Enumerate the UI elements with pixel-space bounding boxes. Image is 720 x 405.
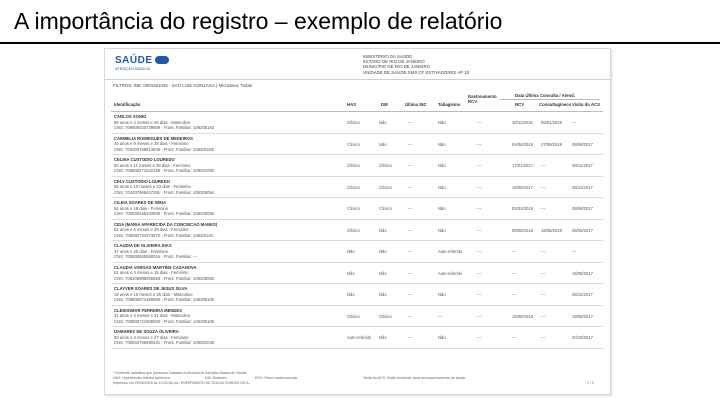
cell-consulta-gineco: --- (541, 270, 546, 276)
cell-has: Clínico (347, 141, 360, 147)
cell-rcv: 15/06/2018 (512, 313, 533, 319)
patient-cns: CNS: 708605271532168 - Front. Familiar: 106201060 (114, 168, 215, 173)
cell-visita-acs: 20/10/2017 (572, 335, 593, 340)
patient-cns: CNS: 700000345103609 - Front. Familiar: 106205050 (114, 211, 215, 216)
cell-visita-acs: 28/11/2017 (572, 163, 593, 168)
cell-dm: Não (379, 227, 387, 233)
column-group-last-consultation: Data Última Consulta / Atend. (515, 93, 576, 98)
report-document (104, 48, 611, 395)
cell-consulta-gineco: 27/08/2016 (541, 141, 562, 147)
column-header-visita-acs: Visita do ACS (572, 102, 600, 107)
cell-ultima-inc: --- (408, 270, 413, 276)
table-row (111, 241, 603, 263)
cell-dm: Clínico (379, 313, 392, 319)
patient-age-sex: 56 anos e 4 meses e 25 dias - Masculino (114, 119, 191, 125)
cell-rcv: --- (512, 335, 517, 340)
cell-rastreamento: --- (477, 313, 482, 319)
patient-name: CELY CUSTODIO LOUREDO (114, 178, 170, 184)
patient-age-sex: 52 anos e 6 meses e 29 dias - Feminino (114, 227, 189, 232)
cell-has: Auto-referido (347, 335, 372, 340)
cell-tabagismo: Não (438, 206, 446, 211)
cell-consulta-gineco: 05/01/2016 (541, 120, 562, 125)
cell-ultima-inc: --- (408, 206, 413, 211)
org-line: UNIDADE DE SAÚDE SMS CF ESTIVADORES AP 10 (363, 69, 470, 75)
patient-name: CARMELIA RODRIGUES DE MEDEIROS (114, 135, 193, 141)
patient-name: CLAUDIA VARGAS MARTINS CASANOVA (114, 264, 197, 270)
saude-logo (115, 55, 185, 75)
patient-name: CLEIDIOMAR FERREIRA MENDES (114, 307, 183, 313)
org-line: ESTADO DE RIO DE JANEIRO (363, 59, 425, 65)
cell-dm: Clínico (379, 184, 392, 190)
table-row (111, 177, 603, 199)
cell-tabagismo: Auto-referido (438, 270, 463, 276)
patient-name: CARLOS XONIG (114, 114, 147, 119)
table-row (111, 263, 603, 285)
patient-age-sex: 18 anos e 10 meses e 25 dias - Masculino (114, 291, 193, 297)
cell-tabagismo: Auto-referido (438, 249, 463, 254)
footer-legend: * Somente cidadãos que possuem Cadastro Individual de Atenção Básica de Saúde (113, 371, 247, 375)
cell-consulta-gineco: --- (541, 292, 546, 297)
cell-rcv: --- (512, 270, 517, 276)
footer-printed-by: Impresso em 29/06/2018 às 13:25:46 por: ENFERMEIRO DE SOUZA CHAVES DE A... (113, 381, 252, 385)
cell-rastreamento: --- (477, 249, 482, 254)
table-row (111, 306, 603, 328)
patient-cns: CNS: 704207965447291 - Front. Familiar: 106205054 (114, 189, 215, 195)
cell-tabagismo: Não (438, 335, 446, 340)
column-header-rastreamento: Rastreamento RCV (468, 94, 497, 104)
patient-name: CLAUDIA DE OLIVEIRA DIAS (114, 243, 172, 248)
cell-rastreamento: --- (477, 141, 482, 147)
table-row (111, 155, 603, 177)
footer-abbr-has: HAS: Hipertensão arterial sistêmica (113, 376, 170, 380)
cell-rastreamento: --- (477, 227, 482, 233)
footer-page-number: 1 / 2 (587, 381, 594, 385)
patient-name: DAMARES DE SOUZA OLIVEIRA (114, 329, 179, 334)
patient-cns: CNS: 706003758690201 - Front. Familiar: 106201035 (114, 340, 215, 345)
cell-ultima-inc: --- (408, 292, 413, 297)
cell-rcv: 02/03/2018 (512, 206, 533, 211)
patient-cns: CNS: 706002731973872 - Front. Familiar: 10620113c (114, 232, 214, 238)
cell-visita-acs: 28/09/2017 (572, 227, 593, 233)
patient-age-sex: 54 anos e 19 dias - Feminino (114, 205, 169, 211)
cell-rastreamento: --- (477, 270, 482, 276)
patient-cns: CNS: 700505721606500 - Front. Familiar: 106205105 (114, 318, 215, 324)
cell-has: Não (347, 249, 355, 254)
footer-abbr-dm: DM: Diabetes (205, 376, 227, 380)
cell-tabagismo: Não (438, 141, 446, 147)
cell-ultima-inc: --- (408, 141, 413, 147)
title-underline (0, 42, 720, 44)
patient-name: CILEIA SOARES DE SENA (114, 200, 167, 205)
patients-table (111, 91, 603, 349)
cell-tabagismo: --- (438, 313, 443, 319)
patient-name: CIDA (MARIA APARECIDA DA CONCEICAO MANES) (114, 221, 218, 227)
cell-dm: Clínico (379, 163, 392, 168)
cell-rastreamento: --- (477, 206, 482, 211)
cell-rcv: --- (512, 292, 517, 297)
cell-tabagismo: Não (438, 292, 446, 297)
column-header-tabagismo: Tabagismo (438, 102, 461, 107)
patient-age-sex: 61 anos e 4 meses e 15 dias - Feminino (114, 270, 189, 275)
patient-age-sex: 45 anos e 9 meses e 28 dias - Feminino (114, 141, 189, 146)
cell-ultima-inc: --- (408, 163, 413, 168)
cell-rastreamento: --- (477, 335, 482, 340)
cell-consulta-gineco: --- (541, 163, 546, 168)
table-row (111, 284, 603, 306)
cell-rastreamento: --- (477, 163, 482, 168)
footer-abbr-rcv: RCV: Risco cardiovascular (255, 376, 298, 380)
cell-consulta-gineco: --- (541, 206, 546, 211)
group-divider (500, 99, 600, 100)
cell-visita-acs: 28/11/2017 (572, 292, 593, 297)
patient-cns: CNS: 700000905060016 - Front. Familiar: --- (114, 254, 198, 259)
column-header-identificacao: Identificação (114, 102, 141, 107)
patient-cns: CNS: 708605020739609 - Front. Familiar: 106205182 (114, 125, 215, 130)
cell-tabagismo: Não (438, 120, 446, 125)
report-header (105, 49, 610, 80)
cell-rcv: --- (512, 249, 517, 254)
column-header-dm: DM (381, 102, 388, 107)
patient-age-sex: 41 anos e 4 meses e 21 dias - Masculino (114, 313, 191, 318)
table-row (111, 220, 603, 242)
cell-consulta-gineco: --- (541, 249, 546, 254)
patient-cns: CNS: 700203766613636 - Front. Familiar: 106201105 (114, 146, 214, 152)
cell-has: Clínico (347, 227, 360, 233)
table-row (111, 327, 603, 349)
cell-tabagismo: Não (438, 163, 446, 168)
cell-ultima-inc: --- (408, 335, 413, 340)
cell-dm: Clínico (379, 206, 392, 211)
cell-rastreamento: --- (477, 184, 482, 190)
cell-consulta-gineco: --- (541, 313, 546, 319)
cell-consulta-gineco: 18/05/2018 (541, 227, 562, 233)
cell-has: Não (347, 270, 355, 276)
org-line: MINISTÉRIO DA SAÚDE (363, 54, 413, 59)
report-footer (113, 371, 603, 386)
cell-rastreamento: --- (477, 292, 482, 297)
cell-rcv: 04/06/2018 (512, 141, 533, 147)
cell-has: Clínico (347, 120, 360, 125)
logo-subtitle: ATENÇÃO BÁSICA (115, 66, 150, 71)
column-header-consulta-gineco: Consultagineco (539, 102, 572, 107)
table-row (111, 134, 603, 156)
column-header-has: HAS (347, 102, 357, 107)
footer-abbr-acs: Visita do ACS: Visita domiciliar para acompanhamento de saúde (363, 376, 466, 380)
cell-visita-acs: --- (572, 249, 577, 254)
table-row (111, 112, 603, 134)
cell-consulta-gineco: --- (541, 335, 546, 340)
column-header-rcv: RCV (515, 102, 525, 107)
cell-visita-acs: 28/09/2017 (572, 206, 593, 211)
cell-dm: Não (379, 249, 387, 254)
org-line: MUNICÍPIO DE RIO DE JANEIRO (363, 64, 431, 70)
cell-rcv: 08/06/2018 (512, 227, 533, 233)
cell-visita-acs: 18/09/2017 (572, 313, 593, 319)
logo-badge-icon (155, 56, 169, 64)
table-row (111, 198, 603, 220)
cell-rcv: 30/11/2016 (512, 120, 533, 125)
cell-consulta-gineco: --- (541, 184, 546, 190)
cell-rastreamento: --- (477, 120, 482, 125)
cell-tabagismo: Não (438, 184, 446, 190)
patient-age-sex: 66 anos e 10 meses e 23 dias - Feminino (114, 184, 191, 189)
report-filters: FILTROS: INE: 0001661046 - SAO LUIS GONZAGA | Microárea: Todas (113, 83, 253, 88)
cell-dm: Não (379, 120, 387, 125)
cell-ultima-inc: --- (408, 249, 413, 254)
cell-has: Clínico (347, 206, 360, 211)
cell-visita-acs: --- (572, 120, 577, 125)
cell-has: Não (347, 292, 355, 297)
cell-has: Clínico (347, 163, 360, 168)
cell-ultima-inc: --- (408, 184, 413, 190)
table-header (111, 91, 603, 112)
column-header-ultima-inc: Última INC (405, 102, 427, 107)
cell-rcv: 16/08/2017 (512, 184, 533, 190)
cell-dm: Não (379, 335, 387, 340)
organization-block (363, 54, 469, 75)
cell-ultima-inc: --- (408, 120, 413, 125)
cell-dm: Não (379, 270, 387, 276)
logo-text: SAÚDE (115, 55, 153, 66)
patient-age-sex: 47 anos e 20 dias - Feminino (114, 248, 169, 254)
table-body (111, 112, 603, 349)
cell-visita-acs: 08/09/2017 (572, 141, 593, 147)
patient-name: CLAYVER SOARES DE JESUS SILVA (114, 286, 188, 291)
cell-visita-acs: 28/11/2017 (572, 184, 593, 190)
cell-ultima-inc: --- (408, 313, 413, 319)
cell-has: Clínico (347, 313, 360, 319)
patient-name: CELINA CUSTODIO LOUREDO (114, 157, 175, 162)
cell-has: Clínico (347, 184, 360, 190)
patient-age-sex: 50 anos e 11 meses e 28 dias - Feminino (114, 162, 191, 168)
patient-age-sex: 60 anos e 4 meses e 27 dias - Feminino (114, 334, 189, 340)
cell-tabagismo: Não (438, 227, 446, 233)
cell-rcv: 17/01/2017 (512, 163, 533, 168)
patient-cns: CNS: 708605071460809 - Front. Familiar: 106205105 (114, 297, 215, 302)
cell-visita-acs: 18/09/2017 (572, 270, 593, 276)
cell-dm: Não (379, 141, 387, 147)
cell-ultima-inc: --- (408, 227, 413, 233)
cell-dm: Não (379, 292, 387, 297)
slide-title: A importância do registro – exemplo de relatório (14, 8, 503, 34)
patient-cns: CNS: 706205986055963 - Front. Familiar: 106205060 (114, 275, 215, 281)
